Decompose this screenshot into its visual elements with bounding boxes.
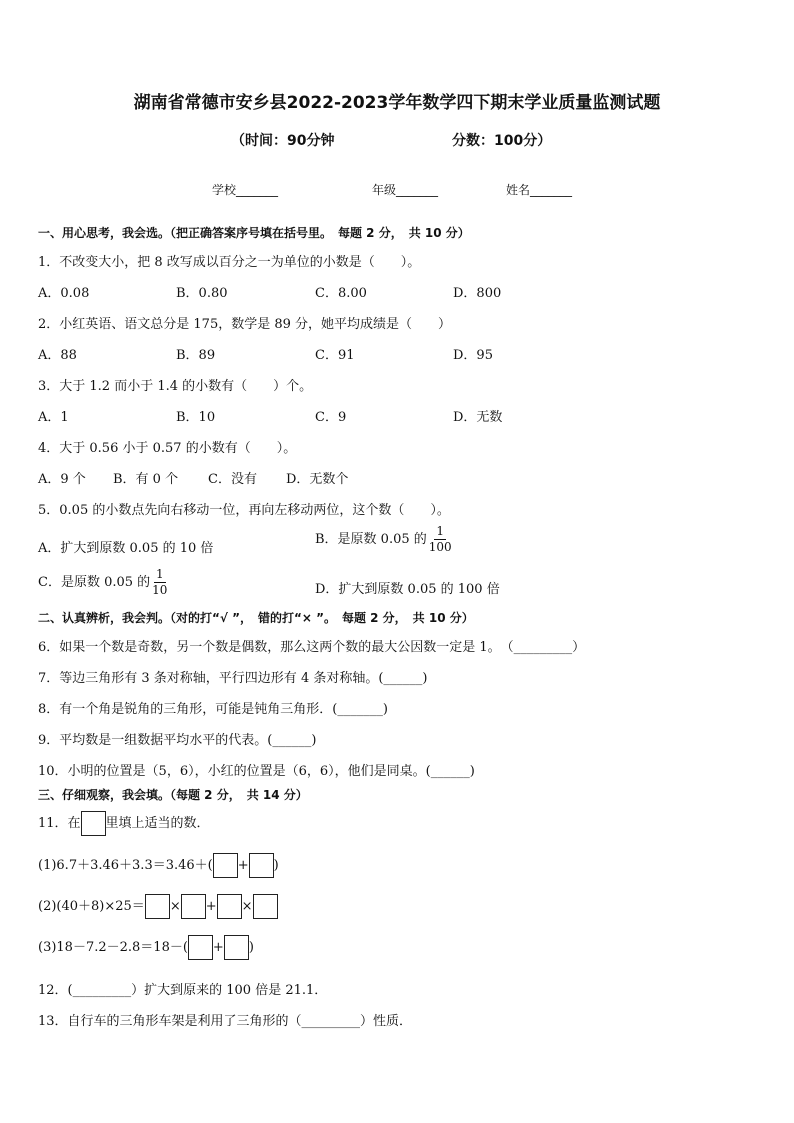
question-11-2 [38,894,278,919]
fraction-c [152,567,167,598]
q11-2-box-4[interactable] [253,894,278,919]
plus-sign: + [205,899,217,914]
close-paren: ) [273,858,279,873]
q5-option-a[interactable]: A．扩大到原数 0.05 的 10 倍 [38,541,214,556]
q11-3-box-2[interactable] [224,935,249,960]
question-5: 5．0.05 的小数点先向右移动一位，再向左移动两位，这个数（ ）。 [38,503,450,518]
q2-option-a[interactable]: A．88 [38,348,77,363]
question-13: 13．自行车的三角形车架是利用了三角形的（_________）性质． [38,1014,413,1029]
q11-2-box-1[interactable] [145,894,170,919]
q4-option-a[interactable]: A．9 个 [38,472,86,487]
q11-suffix: 里填上适当的数． [105,816,210,831]
question-11 [38,811,210,836]
fraction-b-numerator: 1 [436,524,445,538]
exam-score: 分数：100分） [452,133,552,149]
q11-1-expression: (1)6.7＋3.46＋3.3＝3.46＋( [38,858,213,873]
question-7: 7．等边三角形有 3 条对称轴，平行四边形有 4 条对称轴。(______) [38,671,428,686]
q4-option-b[interactable]: B．有 0 个 [113,472,179,487]
question-1: 1．不改变大小，把 8 改写成以百分之一为单位的小数是（ ）。 [38,255,421,270]
question-4: 4．大于 0.56 小于 0.57 的小数有（ ）。 [38,441,297,456]
fraction-c-numerator: 1 [155,567,164,581]
q1-option-b[interactable]: B．0.80 [176,286,228,301]
question-8: 8．有一个角是锐角的三角形，可能是钝角三角形．(_______) [38,702,388,717]
page-title: 湖南省常德市安乡县2022-2023学年数学四下期末学业质量监测试题 [133,93,661,113]
times-sign: × [169,899,181,914]
plus-sign: + [212,940,224,955]
q5-option-c[interactable] [38,567,167,598]
fraction-c-denominator: 10 [152,583,168,597]
q11-2-box-3[interactable] [217,894,242,919]
q3-option-c[interactable]: C．9 [315,410,347,425]
q3-option-b[interactable]: B．10 [176,410,216,425]
question-2: 2．小红英语、语文总分是 175，数学是 89 分，她平均成绩是（ ） [38,317,452,332]
q1-option-a[interactable]: A．0.08 [38,286,90,301]
times-sign: × [241,899,253,914]
question-11-3 [38,935,254,960]
q2-option-c[interactable]: C．91 [315,348,355,363]
fraction-b-denominator: 100 [428,540,452,554]
q4-option-c[interactable]: C．没有 [208,472,257,487]
q5-option-d[interactable]: D．扩大到原数 0.05 的 100 倍 [315,582,500,597]
plus-sign: + [237,858,249,873]
q11-3-box-1[interactable] [188,935,213,960]
q2-option-b[interactable]: B．89 [176,348,216,363]
q3-option-a[interactable]: A．1 [38,410,69,425]
q11-1-box-1[interactable] [213,853,238,878]
question-10: 10．小明的位置是（5，6），小红的位置是（6，6），他们是同桌。(______) [38,764,475,779]
grade-field[interactable]: 年级_______ [372,183,439,197]
q1-option-d[interactable]: D．800 [453,286,502,301]
question-9: 9．平均数是一组数据平均水平的代表。(______) [38,733,317,748]
q11-2-box-2[interactable] [181,894,206,919]
section-1-heading: 一、用心思考，我会选。（把正确答案序号填在括号里。 每题 2 分， 共 10 分） [38,226,470,240]
q5-option-c-label: C．是原数 0.05 的 [38,575,151,590]
q4-option-d[interactable]: D．无数个 [286,472,349,487]
fraction-b [429,524,452,555]
section-2-heading: 二、认真辨析，我会判。（对的打“√ ”， 错的打“× ”。 每题 2 分， 共 10 分） [38,611,474,625]
q3-option-d[interactable]: D．无数 [453,410,503,425]
question-11-1 [38,853,279,878]
name-field[interactable]: 姓名_______ [506,183,573,197]
q1-option-c[interactable]: C．8.00 [315,286,367,301]
school-field[interactable]: 学校_______ [212,183,279,197]
question-3: 3．大于 1.2 而小于 1.4 的小数有（ ）个。 [38,379,313,394]
q11-prefix: 11．在 [38,816,81,831]
q11-3-expression: (3)18－7.2－2.8＝18－( [38,940,188,955]
example-answer-box [81,811,106,836]
q5-option-b[interactable] [315,524,452,555]
q11-2-expression: (2)(40＋8)×25＝ [38,899,145,914]
exam-time: （时间：90分钟 [231,133,335,149]
q11-1-box-2[interactable] [249,853,274,878]
q5-option-b-label: B．是原数 0.05 的 [315,532,427,547]
question-12: 12．(_________）扩大到原来的 100 倍是 21.1． [38,983,328,998]
question-6: 6．如果一个数是奇数，另一个数是偶数，那么这两个数的最大公因数一定是 1。 （_________） [38,640,586,655]
close-paren: ) [248,940,254,955]
section-3-heading: 三、仔细观察，我会填。（每题 2 分， 共 14 分） [38,788,308,802]
q2-option-d[interactable]: D．95 [453,348,493,363]
